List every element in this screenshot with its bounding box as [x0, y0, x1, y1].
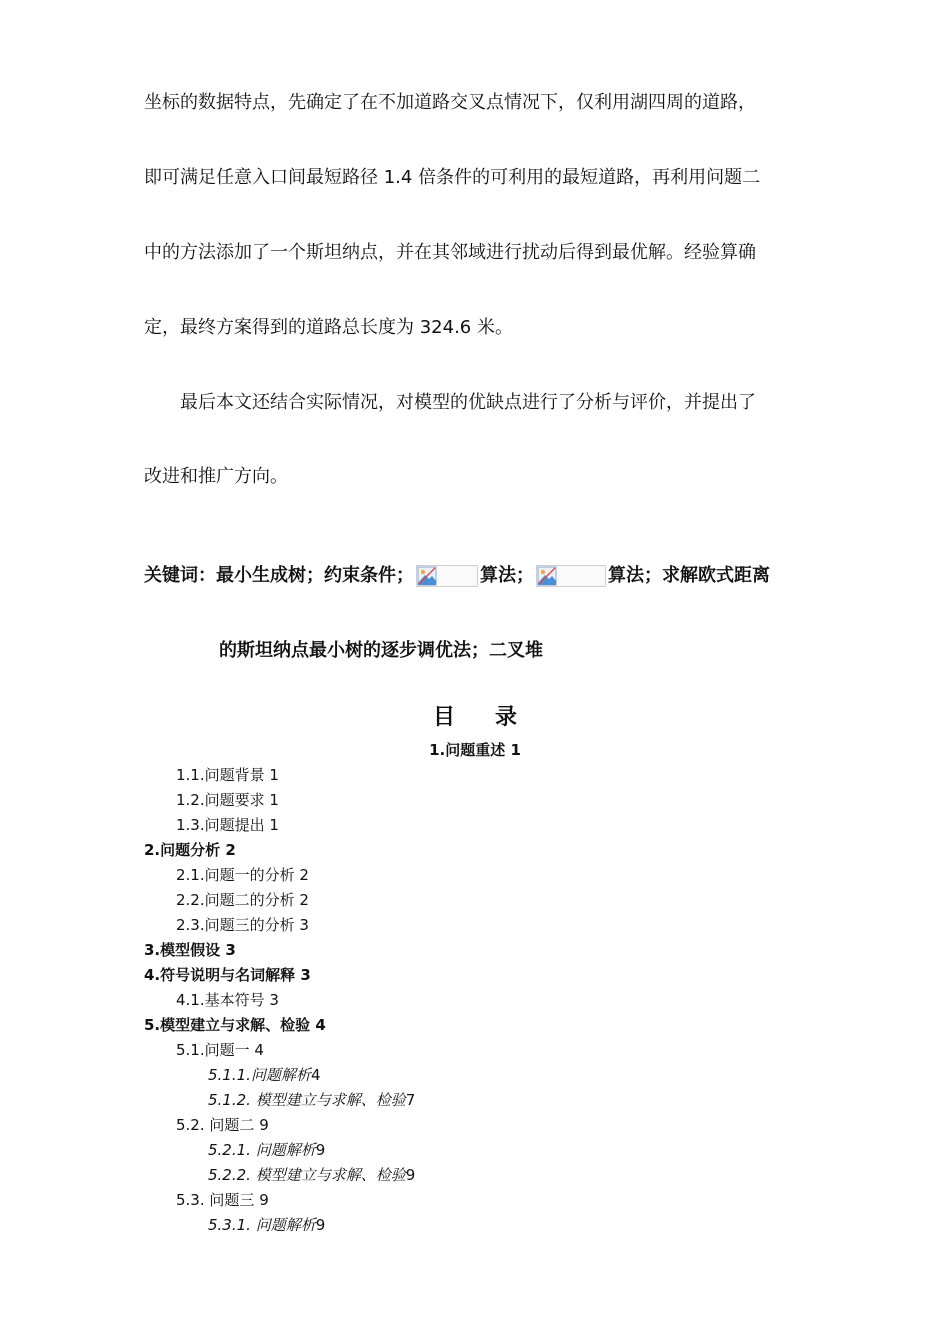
keywords-line-1: [144, 563, 770, 589]
toc-entry[interactable]: 5.3. 问题三 9: [176, 1191, 269, 1209]
toc-title: [0, 700, 950, 731]
toc-entry[interactable]: 2.问题分析 2: [144, 841, 236, 859]
broken-image-icon: [416, 565, 478, 587]
keywords-line-2: 的斯坦纳点最小树的逐步调优法；二叉堆: [219, 640, 543, 661]
toc-entry[interactable]: 5.2.1. 问题解析9: [208, 1141, 326, 1159]
toc-entry[interactable]: 5.2. 问题二 9: [176, 1116, 269, 1134]
body-line-2: 即可满足任意入口间最短路径 1.4 倍条件的可利用的最短道路，再利用问题二: [144, 167, 761, 188]
keywords-part-1: 最小生成树；约束条件；: [216, 565, 414, 586]
body-line-3: 中的方法添加了一个斯坦纳点，并在其邻域进行扰动后得到最优解。经验算确: [144, 242, 756, 263]
toc-title-char-2: 录: [495, 705, 518, 730]
body-line-4: 定，最终方案得到的道路总长度为 324.6 米。: [144, 317, 513, 338]
toc-entry[interactable]: 5.1.2. 模型建立与求解、检验7: [208, 1091, 416, 1109]
keywords-part-3: 算法；求解欧式距离: [608, 565, 770, 586]
keywords-part-2: 算法；: [480, 565, 534, 586]
keywords-label: 关键词：: [144, 565, 216, 586]
toc-entry[interactable]: 3.模型假设 3: [144, 941, 236, 959]
toc-entry[interactable]: 5.2.2. 模型建立与求解、检验9: [208, 1166, 416, 1184]
broken-image-icon: [536, 565, 606, 587]
toc-entry[interactable]: 1.1.问题背景 1: [176, 766, 279, 784]
toc-entry[interactable]: 4.符号说明与名词解释 3: [144, 966, 311, 984]
toc-entry[interactable]: 2.3.问题三的分析 3: [176, 916, 309, 934]
toc-entry[interactable]: 1.问题重述 1: [429, 741, 521, 759]
toc-entry[interactable]: 1.3.问题提出 1: [176, 816, 279, 834]
toc-entry[interactable]: 1.2.问题要求 1: [176, 791, 279, 809]
body-line-5: 最后本文还结合实际情况，对模型的优缺点进行了分析与评价，并提出了: [144, 392, 756, 413]
toc-entry[interactable]: 4.1.基本符号 3: [176, 991, 279, 1009]
toc-entry[interactable]: 5.模型建立与求解、检验 4: [144, 1016, 326, 1034]
toc-entry[interactable]: 2.2.问题二的分析 2: [176, 891, 309, 909]
toc-entry[interactable]: 2.1.问题一的分析 2: [176, 866, 309, 884]
toc-title-char-1: 目: [432, 705, 455, 730]
toc-entry[interactable]: 5.1.问题一 4: [176, 1041, 264, 1059]
toc-entry[interactable]: 5.3.1. 问题解析9: [208, 1216, 326, 1234]
toc-entry[interactable]: 5.1.1.问题解析4: [208, 1066, 321, 1084]
body-line-1: 坐标的数据特点，先确定了在不加道路交叉点情况下，仅利用湖四周的道路，: [144, 92, 756, 113]
body-line-6: 改进和推广方向。: [144, 466, 288, 487]
